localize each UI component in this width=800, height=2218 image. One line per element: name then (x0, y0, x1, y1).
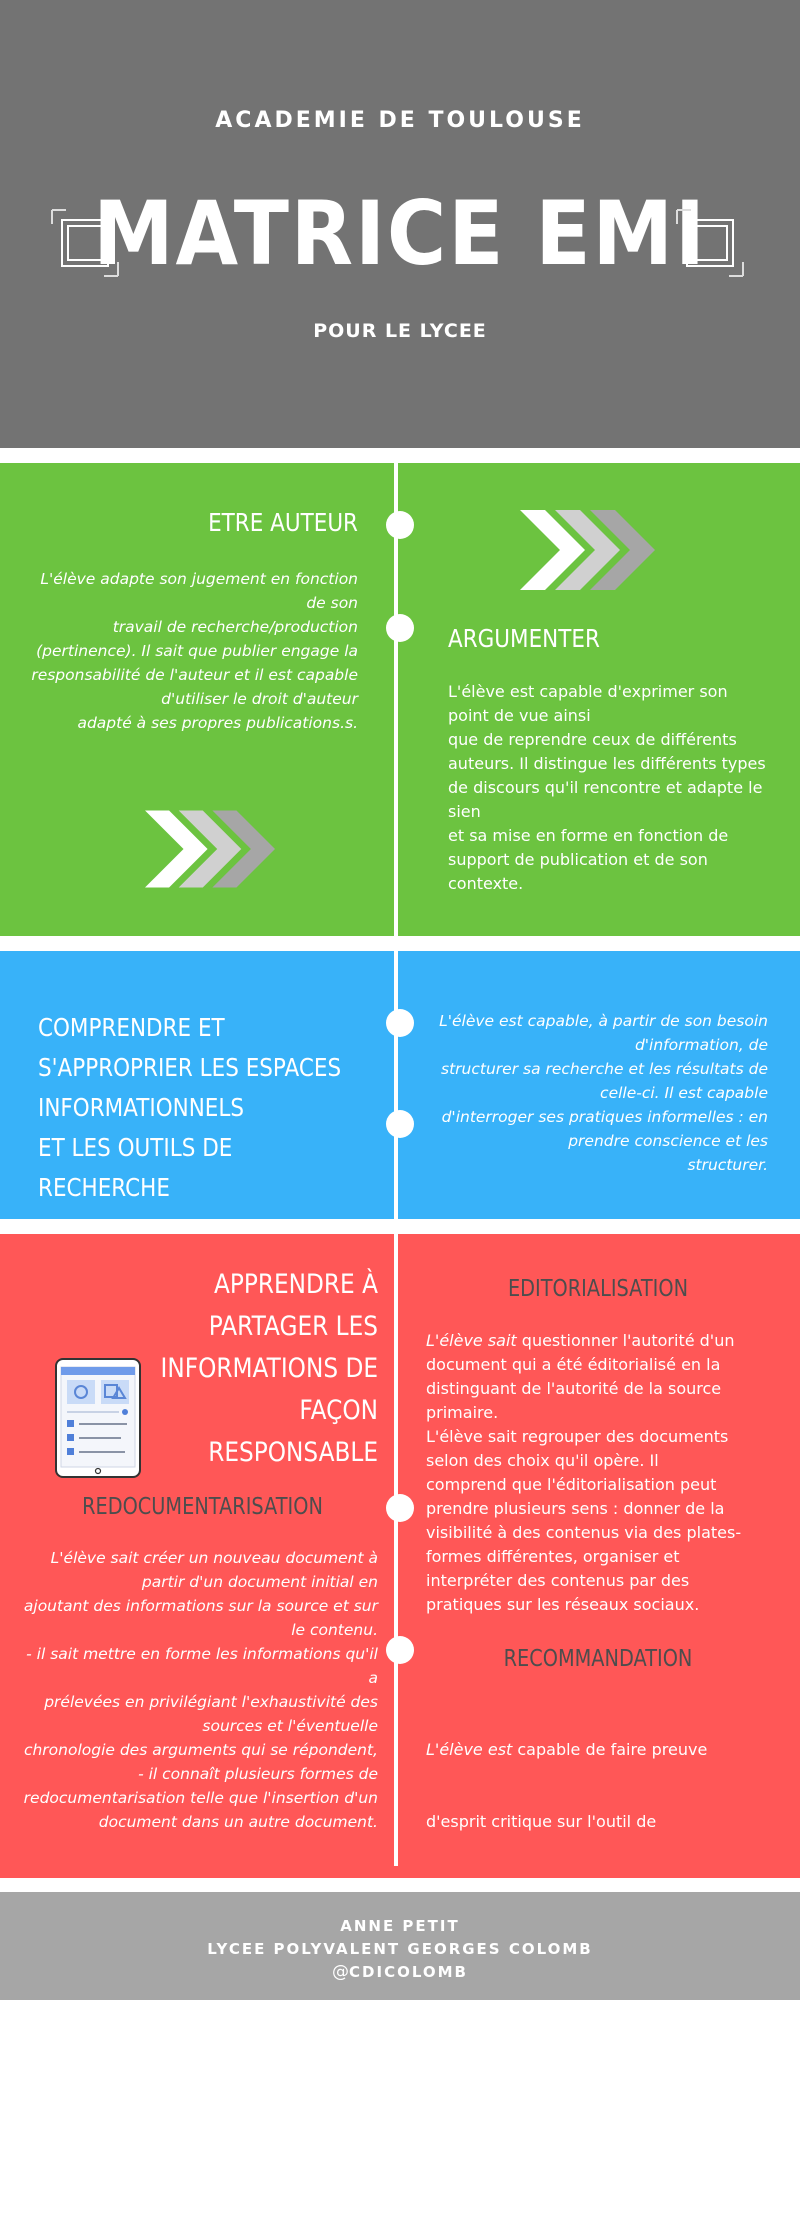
heading-line: RESPONSABLE (208, 1437, 378, 1468)
text-line: L'élève est capable, à partir de son besoin (439, 1012, 768, 1030)
heading-line: APPRENDRE À PARTAGER LES (208, 1269, 378, 1342)
tablet-icon (55, 1358, 141, 1478)
text-line: et sa mise en forme en fonction de (448, 826, 729, 845)
text-line: responsabilité de l'auteur et il est capable (31, 666, 358, 684)
heading-recommandation: RECOMMANDATION (503, 1646, 693, 1672)
text-line: auteurs. Il distingue les différents types (448, 754, 766, 773)
text-line: comprend que l'éditorialisation peut (426, 1475, 717, 1494)
text-line: il veut partager ses informations ou (426, 2100, 723, 2119)
text-line: le contenu. (291, 1621, 378, 1639)
text-line: ajoutant des informations sur la source et sur (23, 1597, 378, 1615)
at-icon: @ (332, 1962, 350, 1982)
chevron-arrows-icon (520, 505, 655, 595)
text-line: structurer. (687, 1156, 768, 1174)
editorialisation-text (426, 1329, 776, 1617)
text-line: partir d'un document initial en (141, 1573, 378, 1591)
text-line: sien (448, 802, 481, 821)
heading-line: COMPRENDRE ET (38, 1013, 225, 1042)
text-line: primaire. (426, 1403, 499, 1422)
text-line: travail de recherche/production (112, 618, 358, 636)
timeline-dot (386, 614, 414, 642)
handle-text: CDICOLOMB (349, 1963, 468, 1981)
footer-handle (0, 1962, 800, 1982)
text-line: (pertinence). Il sait que publier engage la (36, 642, 358, 660)
footer-school: LYCEE POLYVALENT GEORGES COLOMB (207, 1940, 593, 1958)
footer-author: ANNE PETIT (340, 1917, 460, 1935)
text-line: d'information, de (634, 1036, 768, 1054)
text-line: L'élève adapte son jugement en fonction (40, 570, 358, 588)
text-line: document qui a été éditorialisé en la (426, 1355, 721, 1374)
heading-line: INFORMATIONNELS (38, 1093, 245, 1122)
timeline-dot (386, 1494, 414, 1522)
heading-line: ET LES OUTILS DE RECHERCHE (38, 1133, 233, 1202)
text-line: L'élève sait créer un nouveau document à (50, 1549, 378, 1567)
heading-redocumentarisation: REDOCUMENTARISATION (82, 1494, 323, 1520)
text-line: en fonction du public avec lequel (426, 2028, 692, 2047)
text-line: prélevées en privilégiant l'exhaustivité des (44, 1693, 378, 1711)
academie-label: ACADEMIE DE TOULOUSE (215, 108, 585, 133)
redocumentarisation-text (14, 1546, 378, 1834)
timeline-line (394, 1234, 398, 1866)
timeline-dot (386, 1636, 414, 1664)
timeline-dot (386, 1110, 414, 1138)
italic-lead: L'élève est (426, 1740, 513, 1759)
text-rest: questionner l'autorité d'un (516, 1331, 735, 1350)
text-line: selon des choix qu'il opère. Il (426, 1451, 659, 1470)
text-line: distinguant de l'autorité de la source (426, 1379, 722, 1398)
heading-comprendre (38, 1008, 348, 1208)
text-line: pratiques sur les réseaux sociaux. (426, 1595, 700, 1614)
text-line: de son (306, 594, 358, 612)
text-line: visibilité à des contenus via des plates- (426, 1523, 742, 1542)
text-line: L'élève est capable d'exprimer son (448, 682, 728, 701)
text-line: formes différentes, organiser et (426, 1547, 680, 1566)
comprendre-text (430, 1009, 768, 1177)
text-line: prendre conscience et les (568, 1132, 768, 1150)
text-line: prendre plusieurs sens : donner de la (426, 1499, 725, 1518)
chevron-arrows-icon (145, 805, 275, 893)
page-subtitle: POUR LE LYCEE (313, 320, 487, 342)
heading-editorialisation: EDITORIALISATION (507, 1276, 689, 1302)
heading-etre-auteur: ETRE AUTEUR (208, 508, 358, 537)
text-line: d'utiliser le droit d'auteur (161, 690, 358, 708)
frame-corner-left-icon (50, 208, 120, 278)
text-line: point de vue ainsi (448, 706, 591, 725)
frame-corner-right-icon (675, 208, 745, 278)
text-line: celle-ci. Il est capable (600, 1084, 768, 1102)
text-line: adapté à ses propres publications.s. (77, 714, 358, 732)
text-line: d'interroger ses pratiques informelles : en (441, 1108, 768, 1126)
text-line (426, 1738, 776, 1762)
argumenter-text (448, 680, 788, 896)
timeline-dot (386, 1009, 414, 1037)
text-line: de discours qu'il rencontre et adapte le (448, 778, 763, 797)
text-line: que de reprendre ceux de différents (448, 730, 737, 749)
heading-line: S'APPROPRIER LES ESPACES (38, 1053, 342, 1082)
text-line: document dans un autre document. (98, 1813, 378, 1831)
page-title: MATRICE EMI (93, 182, 707, 285)
text-line: chronologie des arguments qui se répondent, (23, 1741, 378, 1759)
text-line: ses ressources. (426, 2172, 549, 2191)
text-line: - il connaît plusieurs formes de (138, 1765, 378, 1783)
text-line: structurer sa recherche et les résultats de (441, 1060, 768, 1078)
text-line: sources et l'éventuelle (202, 1717, 378, 1735)
text-rest: capable de faire preuve (512, 1740, 708, 1759)
timeline-line (394, 951, 398, 1219)
text-line: d'esprit critique sur l'outil de (426, 1812, 657, 1831)
heading-argumenter: ARGUMENTER (448, 624, 600, 653)
text-line: - il sait mettre en forme les informations qu'il a (26, 1645, 378, 1687)
text-line: contexte. (448, 874, 524, 893)
text-line: redocumentarisation telle que l'insertion d'un (23, 1789, 378, 1807)
text-line: L'élève sait regrouper des documents (426, 1427, 729, 1446)
italic-lead: L'élève sait (426, 1331, 517, 1350)
timeline-dot (386, 511, 414, 539)
text-line (426, 1329, 776, 1353)
text-line: support de publication et de son (448, 850, 708, 869)
etre-auteur-text (20, 567, 358, 735)
text-line: interpréter des contenus par des (426, 1571, 690, 1590)
heading-line: INFORMATIONS DE FAÇON (160, 1353, 378, 1426)
